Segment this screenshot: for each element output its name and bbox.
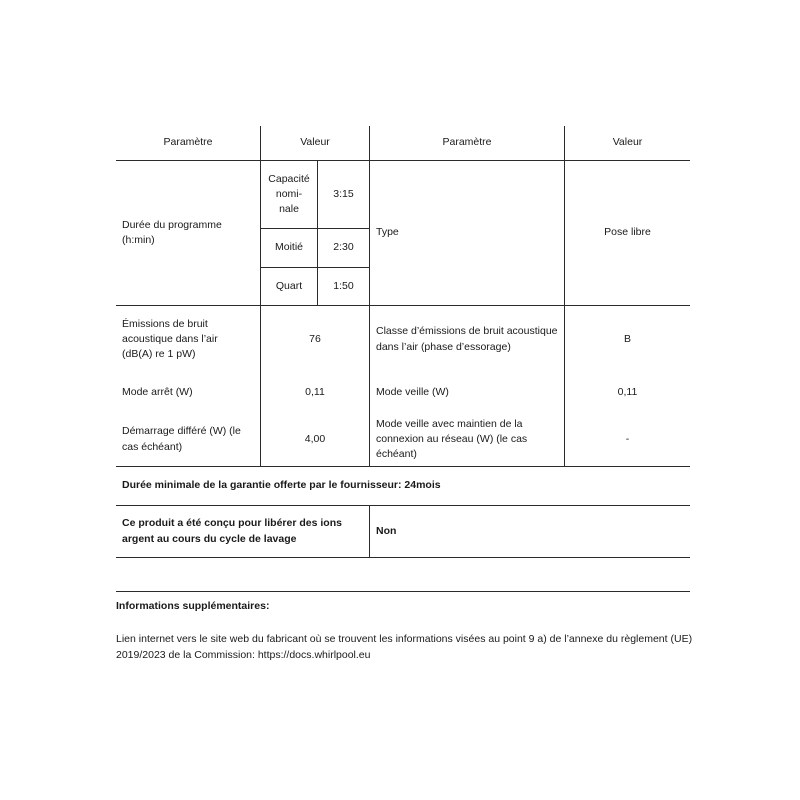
additional-info-text: Lien internet vers le site web du fabricant où se trouvent les informations visées au point 9 a) de l’annexe du règlement (UE) 2019/2023 de la Commission: https://docs.whirlpool.eu (116, 633, 693, 661)
networked-standby-value (565, 413, 690, 466)
duration-row-half-value (318, 229, 369, 267)
header-value-2 (565, 126, 690, 160)
program-duration-label-text: Durée du programme (h:min) (122, 218, 222, 246)
noise-class-label-text: Classe d’émissions de bruit acoustique dans l’air (phase d’essorage) (376, 325, 558, 353)
duration-capacity-value: 3:15 (333, 187, 354, 200)
duration-row-quarter-name: Quart (275, 279, 303, 292)
delay-start-value-text: 4,00 (304, 432, 326, 445)
delay-start-value (261, 413, 369, 466)
silver-ions-value-text: Non (376, 524, 397, 537)
duration-row-capacity (261, 161, 317, 228)
noise-emissions-value (261, 306, 369, 373)
type-label-text: Type (376, 226, 399, 239)
type-label (370, 161, 564, 305)
duration-row-quarter (261, 268, 317, 305)
type-value-text: Pose libre (604, 226, 651, 239)
duration-quarter-value: 1:50 (333, 279, 354, 292)
networked-standby-label-text: Mode veille avec maintien de la connexion au réseau (W) (le cas échéant) (376, 417, 528, 461)
header-value-1 (261, 126, 369, 160)
standby-mode-value (565, 374, 690, 412)
networked-standby-label (370, 413, 564, 466)
off-mode-value (261, 374, 369, 412)
duration-row-capacity-value (318, 161, 369, 228)
off-mode-value-text: 0,11 (305, 386, 325, 399)
header-param-2-text: Paramètre (442, 136, 492, 149)
header-param-2 (370, 126, 564, 160)
off-mode-label-text: Mode arrêt (W) (122, 386, 193, 399)
noise-emissions-label-text: Émissions de bruit acoustique dans l’air (dB(A) re 1 pW) (122, 317, 218, 361)
header-value-1-text: Valeur (300, 136, 330, 149)
duration-row-quarter-value (318, 268, 369, 305)
noise-class-value (565, 306, 690, 373)
warranty-row (116, 467, 690, 505)
header-param-1 (116, 126, 260, 160)
silver-ions-value (370, 506, 690, 557)
additional-info-title: Informations supplémentaires: (116, 600, 270, 612)
standby-mode-label (370, 374, 564, 412)
noise-class-label (370, 306, 564, 373)
program-duration-label (116, 161, 260, 305)
header-param-1-text: Paramètre (163, 136, 213, 149)
type-value (565, 161, 690, 305)
duration-row-capacity-name: Capacité nomi-nale (268, 172, 310, 216)
rule-silver-bottom (116, 557, 690, 558)
header-value-2-text: Valeur (612, 136, 643, 149)
noise-emissions-value-text: 76 (309, 332, 321, 345)
noise-emissions-label (116, 306, 260, 373)
standby-mode-label-text: Mode veille (W) (376, 386, 449, 399)
delay-start-label-text: Démarrage différé (W) (le cas échéant) (122, 425, 241, 453)
noise-class-value-text: B (623, 332, 631, 345)
standby-mode-value-text: 0,11 (617, 386, 638, 399)
rule-info-top (116, 591, 690, 592)
off-mode-label (116, 374, 260, 412)
networked-standby-value-text: - (625, 432, 630, 445)
duration-row-half-name: Moitié (274, 241, 303, 254)
duration-row-half (261, 229, 317, 267)
duration-half-value: 2:30 (333, 241, 354, 254)
warranty-text: Durée minimale de la garantie offerte par le fournisseur: 24mois (122, 479, 441, 492)
delay-start-label (116, 413, 260, 466)
silver-ions-label (116, 506, 369, 557)
silver-ions-label-text: Ce produit a été conçu pour libérer des ions argent au cours du cycle de lavage (122, 517, 342, 545)
